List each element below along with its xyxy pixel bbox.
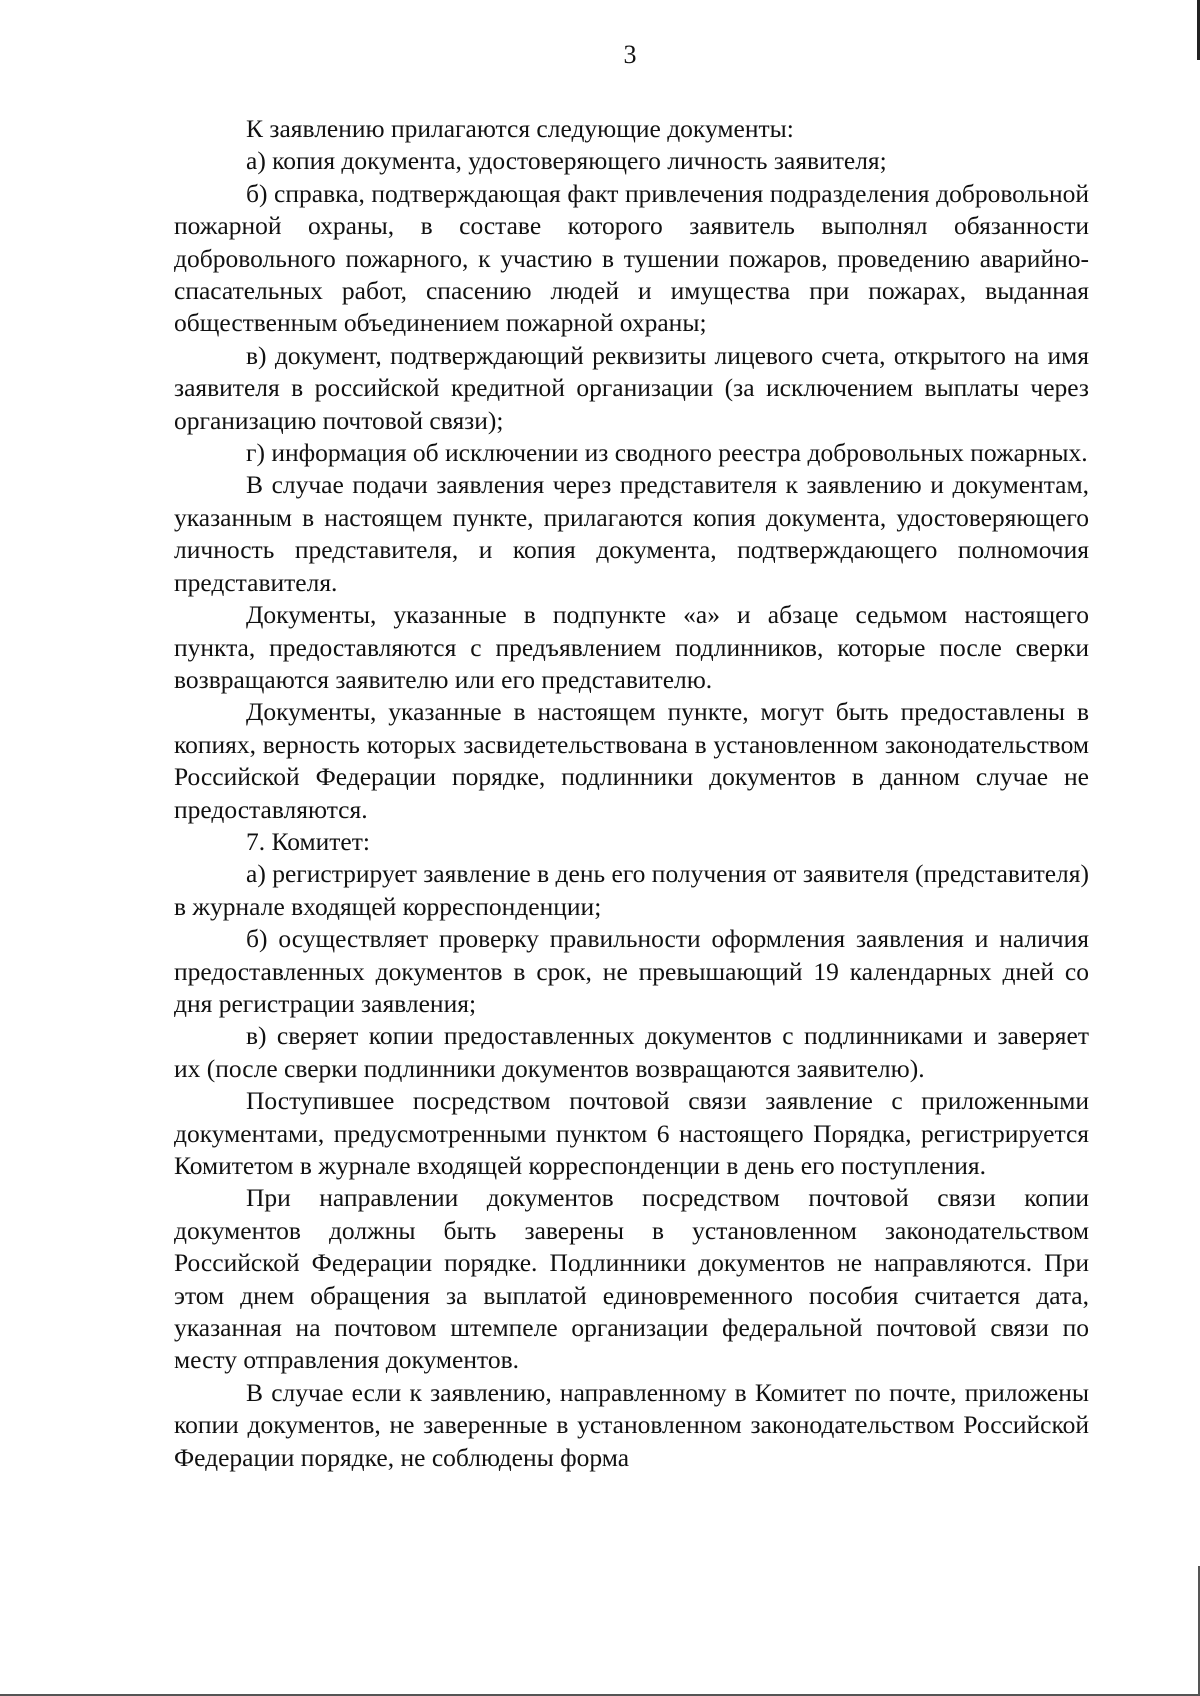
paragraph: При направлении документов посредством почтовой связи копии документов должны быть заверены в установленном законодательством Российской Федерации порядке. Подлинники документов не направляются. При этом днем обращения за выплатой единовременного пособия считается дата, указанная на почтовом штемпеле организации федеральной почтовой связи по месту отправления документов.: [174, 1183, 1089, 1375]
paragraph: г) информация об исключении из сводного реестра добровольных пожарных.: [246, 438, 1088, 468]
paragraph: Документы, указанные в подпункте «а» и абзаце седьмом настоящего пункта, предоставляются с предъявлением подлинников, которые после сверки возвращаются заявителю или его представителю.: [174, 600, 1089, 694]
paragraph: В случае если к заявлению, направленному в Комитет по почте, приложены копии документов, не заверенные в установленном законодательством Российской Федерации порядке, не соблюдены форма: [174, 1377, 1089, 1472]
paragraph: в) документ, подтверждающий реквизиты лицевого счета, открытого на имя заявителя в российской кредитной организации (за исключением выплаты через организацию почтовой связи);: [174, 340, 1089, 435]
paragraph: в) сверяет копии предоставленных документов с подлинниками и заверяет их (после сверки подлинники документов возвращаются заявителю).: [174, 1021, 1089, 1083]
paragraph: а) копия документа, удостоверяющего личность заявителя;: [246, 146, 887, 176]
paragraph: а) регистрирует заявление в день его получения от заявителя (представителя) в журнале входящей корреспонденции;: [174, 859, 1089, 921]
paragraph: б) осуществляет проверку правильности оформления заявления и наличия предоставленных документов в срок, не превышающий 19 календарных дней со дня регистрации заявления;: [174, 924, 1089, 1018]
paragraph: К заявлению прилагаются следующие документы:: [246, 114, 794, 143]
paragraph: Поступившее посредством почтовой связи заявление с приложенными документами, предусмотренными пунктом 6 настоящего Порядка, регистрируется Комитетом в журнале входящей корреспонденции в день его поступления.: [174, 1086, 1089, 1180]
paragraph: Документы, указанные в настоящем пункте, могут быть предоставлены в копиях, верность которых засвидетельствована в установленном законодательством Российской Федерации порядке, подлинники документов в данном случае не предоставляются.: [174, 697, 1089, 824]
document-body: [174, 113, 1089, 1474]
paragraph: В случае подачи заявления через представителя к заявлению и документам, указанным в настоящем пункте, прилагаются копия документа, удостоверяющего личность представителя, и копия документа, подтверждающего полномочия представителя.: [174, 470, 1089, 597]
page-number: 3: [623, 40, 637, 69]
paragraph: 7. Комитет:: [246, 826, 370, 856]
paragraph: б) справка, подтверждающая факт привлечения подразделения добровольной пожарной охраны, в составе которого заявитель выполнял обязанности добровольного пожарного, к участию в тушении пожаров, проведению аварийно-спасательных работ, спасению людей и имущества при пожарах, выданная общественным объединением пожарной охраны;: [174, 178, 1089, 338]
